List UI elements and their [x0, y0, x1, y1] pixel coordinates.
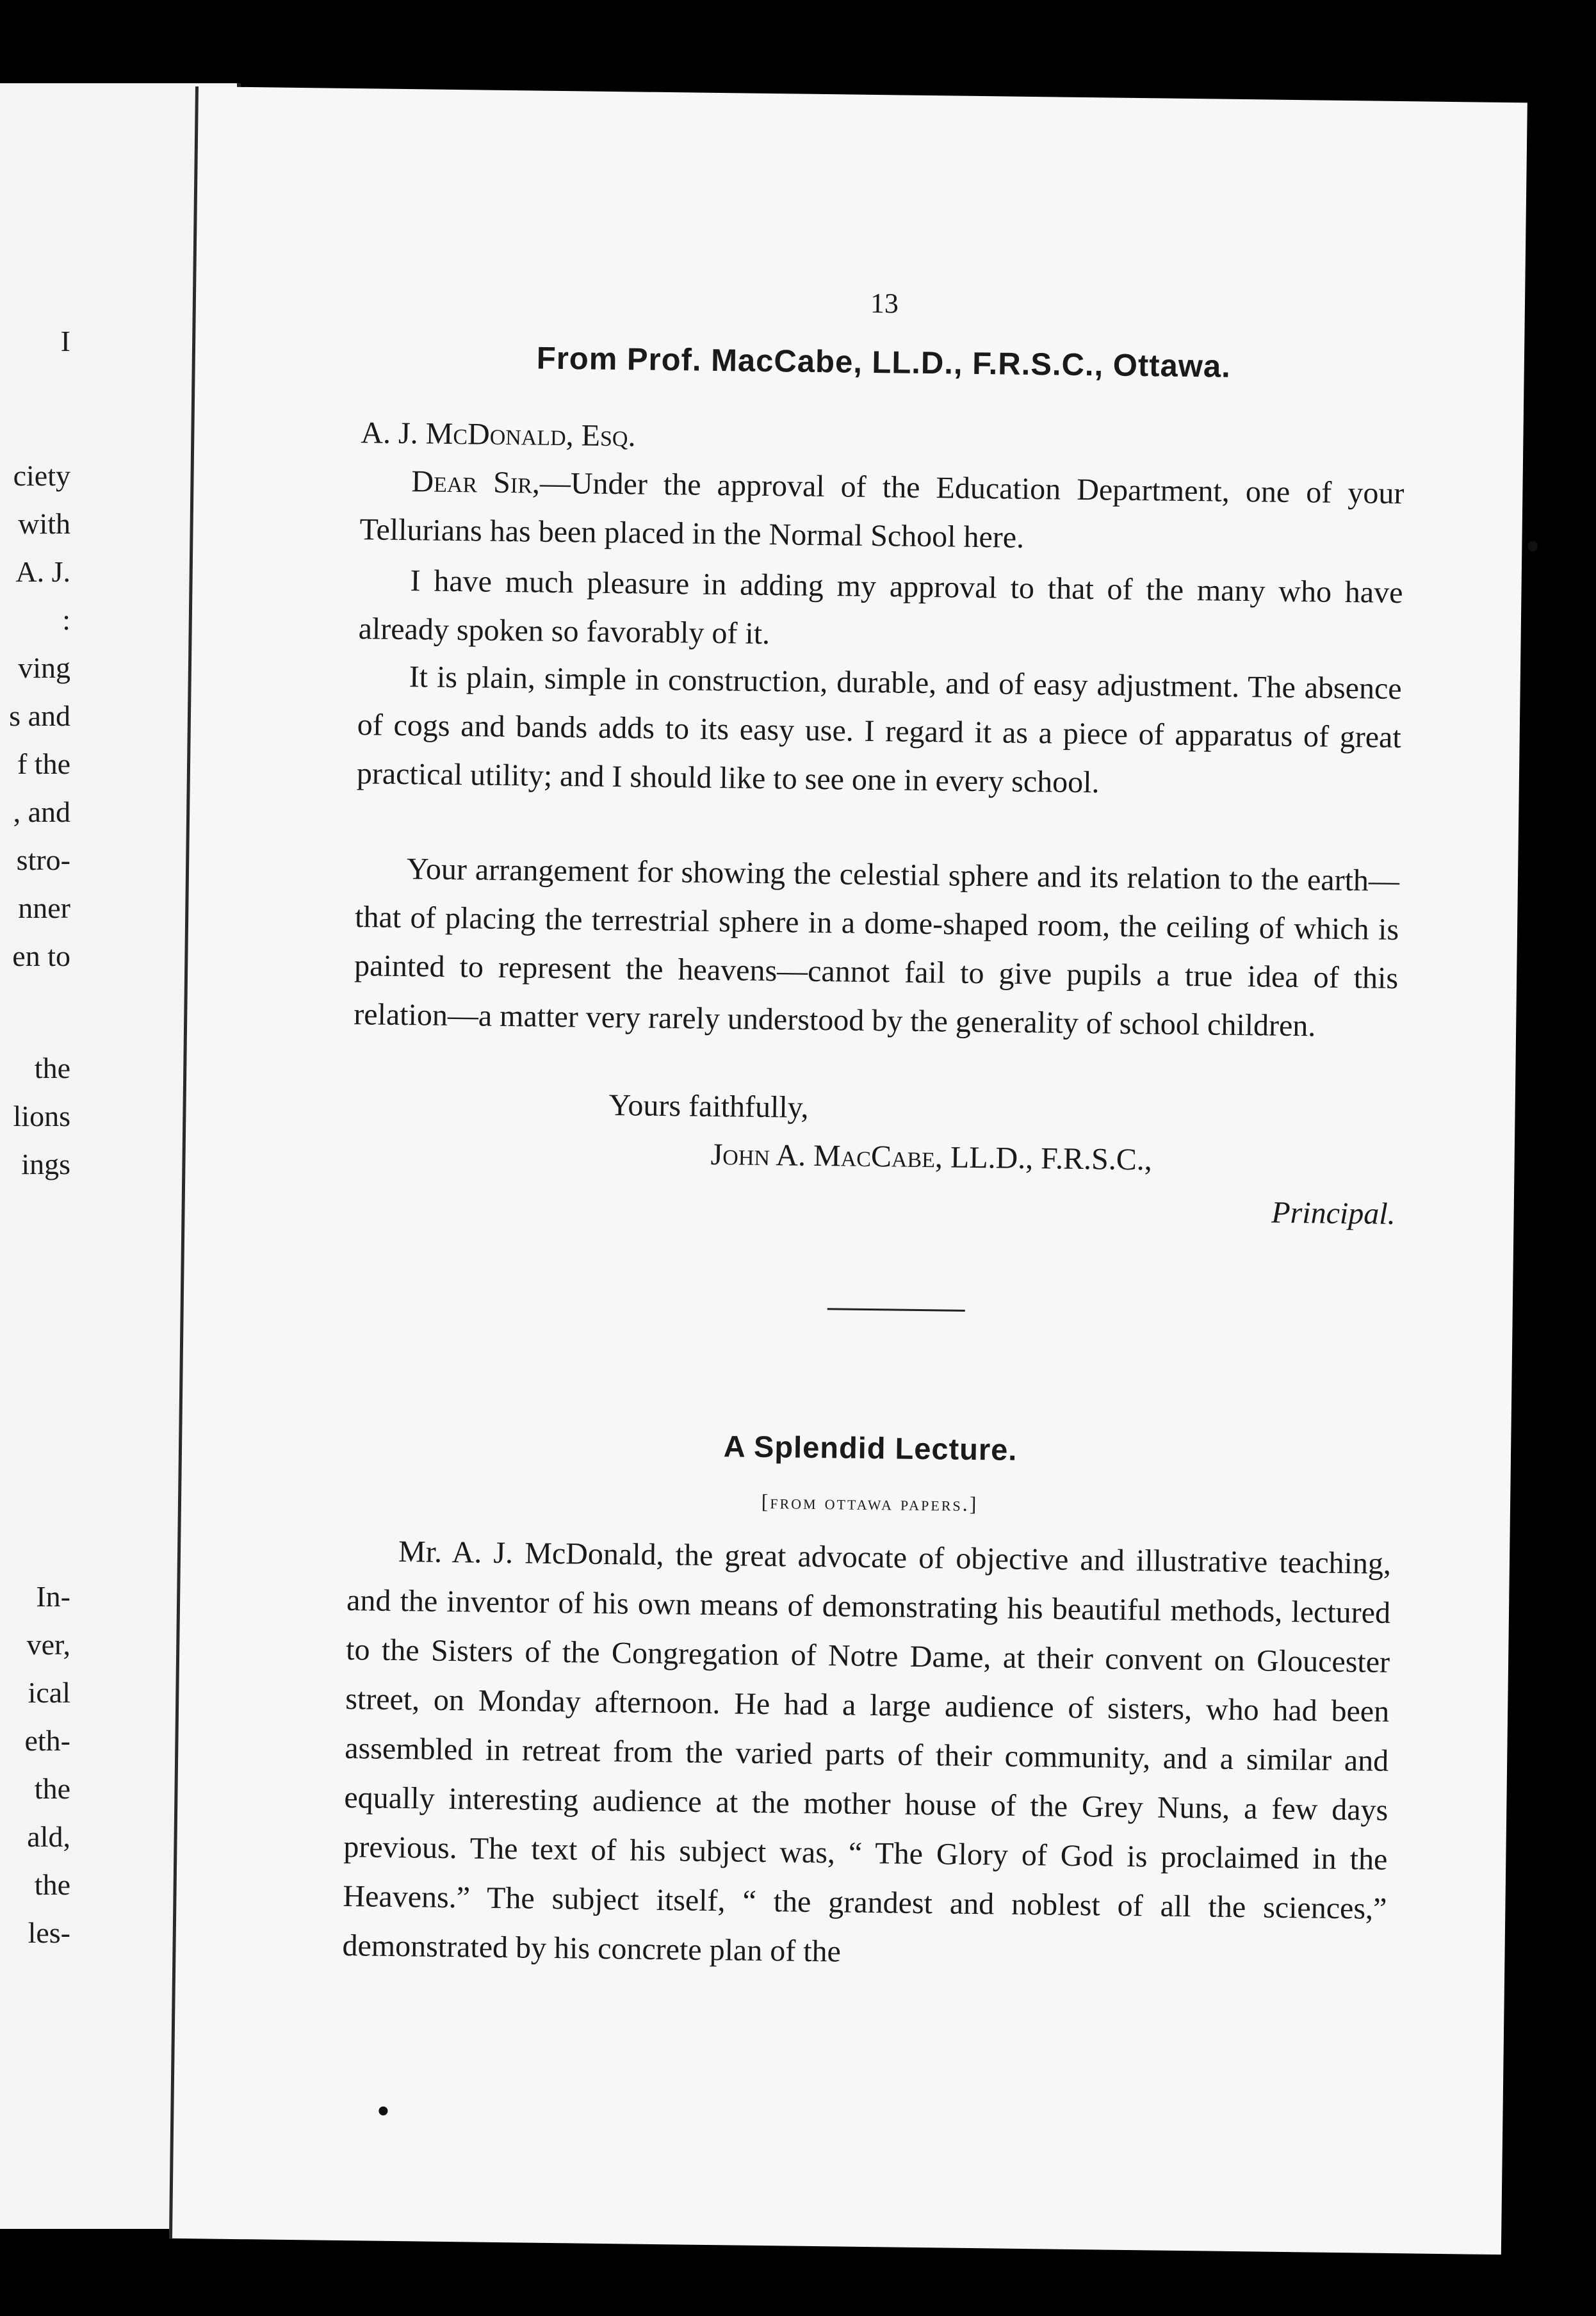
signatory-role: Principal.	[1271, 1195, 1396, 1232]
left-page-fragment: ciety	[13, 459, 70, 492]
letter-heading: From Prof. MacCabe, LL.D., F.R.S.C., Ottawa.	[536, 341, 1232, 384]
letter-closing: Yours faithfully,	[608, 1088, 809, 1125]
letter-paragraph: I have much pleasure in adding my approval to that of the many who have already spoken so favorably of it.	[358, 564, 1403, 651]
left-page-fragment: ings	[21, 1148, 70, 1180]
left-page-fragment: ving	[18, 651, 70, 684]
left-page-fragment: ver,	[26, 1628, 70, 1661]
left-page-fragment: f the	[17, 747, 70, 780]
left-page-fragment: nner	[18, 892, 70, 924]
letter-addressee: A. J. McDonald, Esq.	[361, 416, 636, 453]
left-page-fragment: I	[60, 325, 70, 357]
left-page-fragment: the	[34, 1052, 70, 1084]
left-page-fragment: ald,	[27, 1820, 70, 1853]
left-page-fragment: ical	[28, 1676, 70, 1709]
letter-signature: John A. MacCabe, LL.D., F.R.S.C.,	[710, 1137, 1153, 1177]
left-page-fragment: the	[34, 1772, 70, 1805]
page-number: 13	[870, 287, 899, 320]
left-page-fragment: A. J.	[15, 555, 70, 588]
salutation: Dear Sir,	[411, 464, 541, 500]
letter-paragraph: Your arrangement for showing the celestial sphere and its relation to the earth—that of placing the terrestrial sphere in a dome-shaped room, the ceiling of which is painted to represent the heavens—cannot fail to give pupils a true idea of this relation—a matter very rarely understood by the generality of school children.	[353, 852, 1400, 1043]
left-page-fragment: lions	[13, 1100, 70, 1132]
letter-paragraph-text: —Under the approval of the Education Department, one of your Tellurians has been placed in the Normal School here.	[359, 466, 1405, 555]
left-page-fragment: en to	[12, 940, 70, 972]
letter-paragraph: It is plain, simple in construction, durable, and of easy adjustment. The absence of cogs and bands adds to its easy use. I regard it as a piece of apparatus of great practical utility; and I should like to see one in every school.	[356, 660, 1402, 800]
scan-speck	[1527, 541, 1538, 551]
left-page-fragment: stro-	[16, 844, 70, 876]
section-divider	[827, 1308, 965, 1312]
left-page-fragment: les-	[28, 1916, 70, 1949]
left-page-fragment: s and	[9, 699, 70, 732]
left-page-fragment: eth-	[24, 1724, 70, 1757]
left-page-fragment: , and	[13, 795, 70, 828]
page-speck	[379, 2107, 387, 2116]
lecture-paragraph: Mr. A. J. McDonald, the great advocate of objective and illustrative teaching, and the inventor of his own means of demonstrating his beautiful methods, lectured to the Sisters of the Congregation of Notre Dame, at their convent on Gloucester street, on Monday afternoon. He had a large audience of sisters, who had been assembled in retreat from the varied parts of their community, and a similar and equally interesting audience at the mother house of the Grey Nuns, a few days previous. The text of his subject was, “ The Glory of God is proclaimed in the Heavens.” The subject itself, “ the grandest and noblest of all the sciences,” demonstrated by his concrete plan of the	[342, 1535, 1392, 1969]
left-page-fragment: the	[34, 1868, 70, 1901]
page-content	[342, 88, 1409, 1969]
left-page-fragment: with	[18, 507, 70, 540]
letter-paragraph	[359, 457, 1405, 567]
left-page-fragment: :	[62, 603, 70, 636]
lecture-source: [from ottawa papers.]	[761, 1489, 979, 1516]
lecture-heading: A Splendid Lecture.	[723, 1429, 1018, 1467]
book-page	[169, 86, 1527, 2255]
left-page-fragment: In-	[36, 1580, 70, 1613]
